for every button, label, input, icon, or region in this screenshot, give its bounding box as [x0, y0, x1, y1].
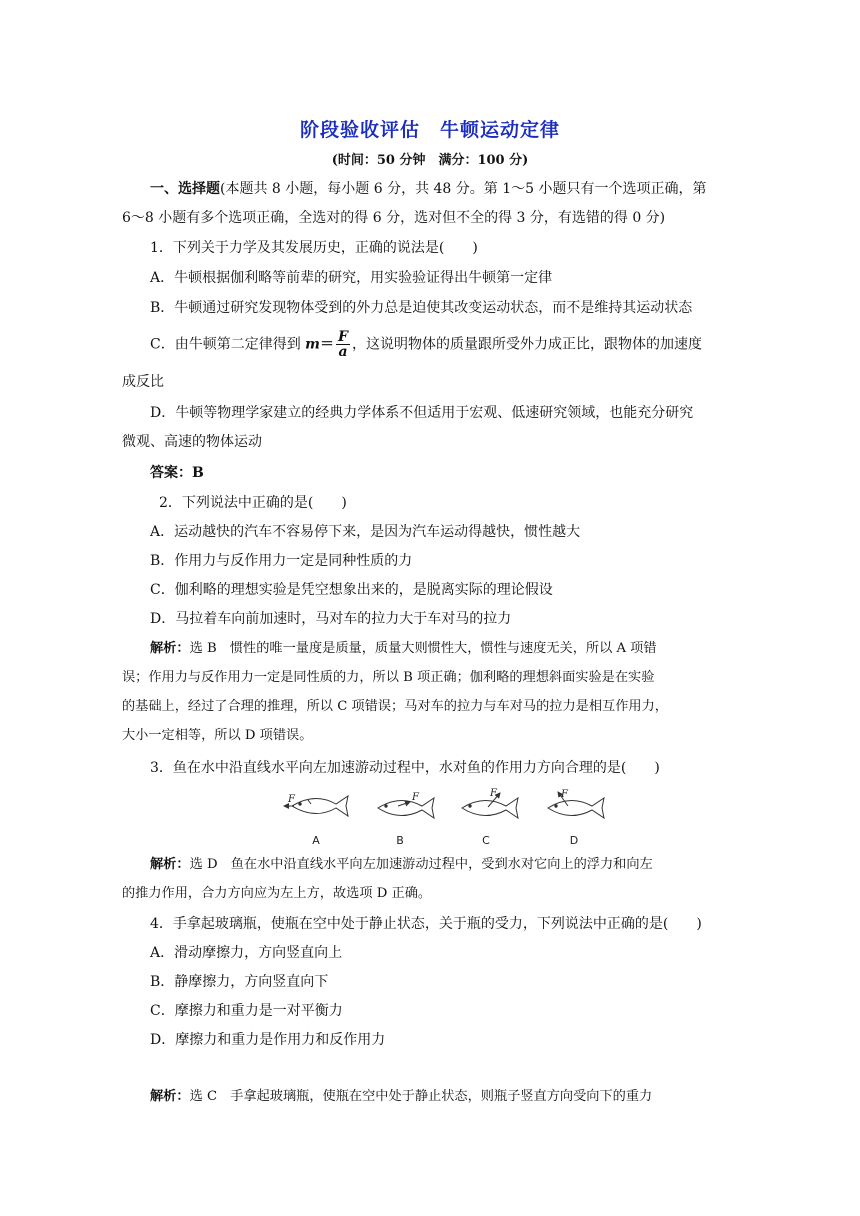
- fish-d: [548, 792, 604, 818]
- q3-explanation-label: 解析：: [150, 857, 190, 872]
- q1-option-c: [150, 330, 702, 359]
- q1-option-d-1: D．牛顿等物理学家建立的经典力学体系不但适用于宏观、低速研究领域，也能充分研究: [150, 405, 694, 421]
- q1-option-d-2: 微观、高速的物体运动: [122, 434, 262, 450]
- section-intro-line-1: [150, 179, 707, 199]
- section-desc-2: 6～8 小题有多个选项正确，全选对的得 6 分，选对但不全的得 3 分，有选错的得 0 分): [122, 210, 666, 226]
- q1-option-c-pre: C．由牛顿第二定律得到: [150, 336, 306, 353]
- section-heading: 一、选择题: [150, 181, 220, 197]
- q2-explanation-2: 误；作用力与反作用力一定是同性质的力，所以 B 项正确；伽利略的理想斜面实验是在实验: [122, 670, 655, 685]
- page-title: 阶段验收评估 牛顿运动定律: [299, 119, 560, 141]
- q2-option-c: C．伽利略的理想实验是凭空想象出来的，是脱离实际的理论假设: [150, 582, 553, 598]
- q4-explanation-1: [150, 1087, 652, 1107]
- q3-explanation-1: [150, 855, 653, 875]
- fish-option-c-label: C: [482, 834, 490, 847]
- q3-stem: 3．鱼在水中沿直线水平向左加速游动过程中，水对鱼的作用力方向合理的是( ): [150, 760, 660, 776]
- q1-option-c-cont: 成反比: [122, 374, 164, 390]
- fish-option-d-label: D: [569, 834, 579, 847]
- q2-option-a: A．运动越快的汽车不容易停下来，是因为汽车运动得越快，惯性越大: [150, 524, 581, 540]
- fish-option-b-label: B: [396, 834, 404, 847]
- q3-explanation-text-1: 选 D 鱼在水中沿直线水平向左加速游动过程中，受到水对它向上的浮力和向左: [189, 857, 653, 872]
- q1-option-c-post: ，这说明物体的质量跟所受外力成正比，跟物体的加速度: [351, 336, 702, 353]
- q2-stem: 2．下列说法中正确的是( ): [159, 495, 347, 511]
- q4-explanation-label: 解析：: [150, 1089, 190, 1104]
- q1-option-b: B．牛顿通过研究发现物体受到的外力总是迫使其改变运动状态，而不是维持其运动状态: [150, 300, 693, 316]
- force-label-d: F: [561, 789, 568, 800]
- q2-explanation-3: 的基础上，经过了合理的推理，所以 C 项错误；马对车的拉力与车对马的拉力是相互作用力，: [122, 699, 668, 714]
- formula-m: m: [305, 336, 320, 353]
- q2-option-d: D．马拉着车向前加速时，马对车的拉力大于车对马的拉力: [150, 611, 512, 627]
- q4-explanation-text-1: 选 C 手拿起玻璃瓶，使瓶在空中处于静止状态，则瓶子竖直方向受向下的重力: [189, 1089, 653, 1104]
- section-desc-1: (本题共 8 小题，每小题 6 分，共 48 分。第 1～5 小题只有一个选项正确，第: [220, 181, 707, 197]
- q1-option-a: A．牛顿根据伽利略等前辈的研究，用实验验证得出牛顿第一定律: [150, 270, 553, 286]
- q2-explanation-4: 大小一定相等，所以 D 项错误。: [122, 728, 313, 743]
- q4-option-d: D．摩擦力和重力是作用力和反作用力: [150, 1032, 386, 1048]
- fraction-denominator: a: [338, 344, 348, 360]
- q1-answer: 答案：B: [150, 465, 204, 481]
- fish-force-figure: [280, 788, 620, 850]
- q2-explanation-text-1: 选 B 惯性的唯一量度是质量，质量大则惯性大，惯性与速度无关，所以 A 项错: [189, 641, 657, 656]
- force-label-b: F: [412, 792, 419, 803]
- q2-explanation-label: 解析：: [150, 641, 190, 656]
- q1-stem: 1．下列关于力学及其发展历史，正确的说法是( ): [150, 240, 478, 256]
- formula-fraction: [336, 330, 350, 359]
- q2-option-b: B．作用力与反作用力一定是同种性质的力: [150, 553, 413, 569]
- exam-info: (时间：50 分钟 满分：100 分): [331, 153, 529, 168]
- q3-explanation-2: 的推力作用，合力方向应为左上方，故选项 D 正确。: [122, 886, 432, 901]
- q4-option-c: C．摩擦力和重力是一对平衡力: [150, 1003, 343, 1019]
- fish-b: [378, 798, 434, 818]
- q4-stem: 4．手拿起玻璃瓶，使瓶在空中处于静止状态，关于瓶的受力，下列说法中正确的是( ): [150, 916, 702, 932]
- force-label-a: F: [288, 794, 295, 805]
- formula-eq: ＝: [320, 336, 334, 353]
- q2-explanation-1: [150, 639, 657, 659]
- q4-option-b: B．静摩擦力，方向竖直向下: [150, 974, 329, 990]
- fraction-numerator: F: [338, 329, 348, 345]
- fish-option-a-label: A: [312, 834, 320, 847]
- force-label-c: F: [490, 788, 497, 799]
- q4-option-a: A．滑动摩擦力，方向竖直向上: [150, 945, 343, 961]
